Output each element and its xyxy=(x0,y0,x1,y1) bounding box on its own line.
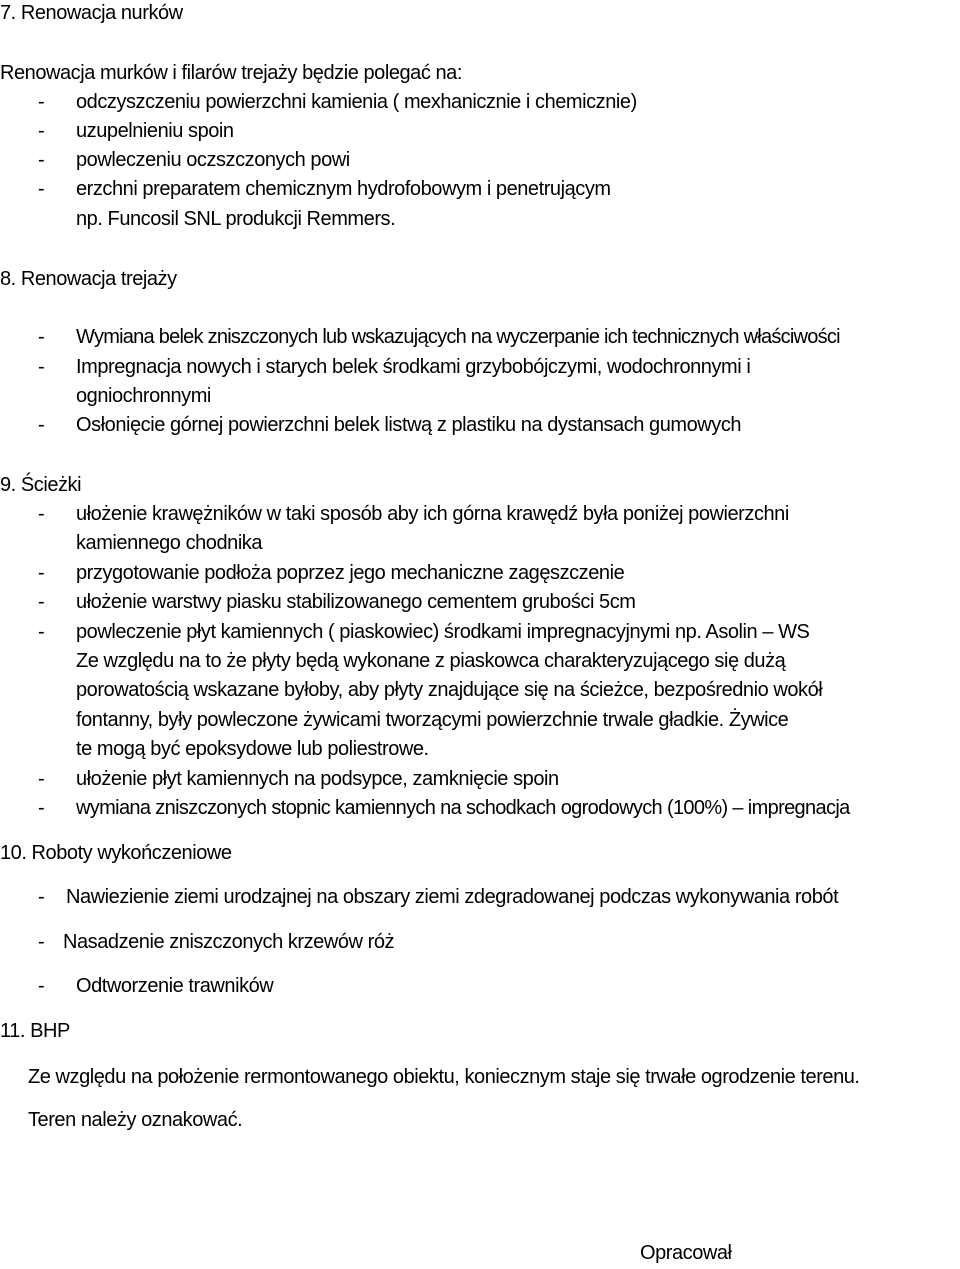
dash-bullet: - xyxy=(38,621,45,643)
list-item-text: powleczeniu oczszczonych powi xyxy=(76,149,350,171)
dash-bullet: - xyxy=(38,797,45,819)
list-item-text: erzchni preparatem chemicznym hydrofobowym i penetrującym xyxy=(76,178,611,200)
section-9-heading: 9. Ścieżki xyxy=(0,474,82,496)
list-item-continuation: kamiennego chodnika xyxy=(76,532,263,554)
list-item-text: uzupelnieniu spoin xyxy=(76,120,234,142)
paragraph: Teren należy oznakować. xyxy=(28,1109,243,1131)
section-7-heading: 7. Renowacja nurków xyxy=(0,2,183,24)
list-item-continuation: ogniochronnymi xyxy=(76,385,211,407)
dash-bullet: - xyxy=(38,326,45,348)
list-item-text: Nawiezienie ziemi urodzajnej na obszary ziemi zdegradowanej podczas wykonywania robót xyxy=(66,886,839,908)
list-item-continuation: porowatością wskazane byłoby, aby płyty znajdujące się na ścieżce, bezpośrednio wokół xyxy=(76,679,823,701)
dash-bullet: - xyxy=(38,886,45,908)
dash-bullet: - xyxy=(38,120,45,142)
section-7-intro: Renowacja murków i filarów trejaży będzie polegać na: xyxy=(0,62,462,84)
list-item-text: wymiana zniszczonych stopnic kamiennych na schodkach ogrodowych (100%) – impregnacja xyxy=(76,797,850,819)
dash-bullet: - xyxy=(38,562,45,584)
list-item-text: ułożenie płyt kamiennych na podsypce, zamknięcie spoin xyxy=(76,768,559,790)
dash-bullet: - xyxy=(38,591,45,613)
list-item-text: przygotowanie podłoża poprzez jego mechaniczne zagęszczenie xyxy=(76,562,625,584)
list-item-text: Wymiana belek zniszczonych lub wskazujących na wyczerpanie ich technicznych właściwości xyxy=(76,326,840,348)
dash-bullet: - xyxy=(38,975,45,997)
list-item-text: ułożenie krawężników w taki sposób aby ich górna krawędź była poniżej powierzchni xyxy=(76,503,789,525)
section-8-heading: 8. Renowacja trejaży xyxy=(0,268,177,290)
dash-bullet: - xyxy=(38,503,45,525)
list-item-continuation: np. Funcosil SNL produkcji Remmers. xyxy=(76,208,396,230)
paragraph: Ze względu na położenie rermontowanego obiektu, koniecznym staje się trwałe ogrodzenie terenu. xyxy=(28,1066,860,1088)
list-item-continuation: Ze względu na to że płyty będą wykonane z piaskowca charakteryzującego się dużą xyxy=(76,650,786,672)
list-item-continuation: te mogą być epoksydowe lub poliestrowe. xyxy=(76,738,429,760)
dash-bullet: - xyxy=(38,414,45,436)
list-item-text: Nasadzenie zniszczonych krzewów róż xyxy=(63,931,395,953)
list-item-text: Impregnacja nowych i starych belek środkami grzybobójczymi, wodochronnymi i xyxy=(76,356,751,378)
dash-bullet: - xyxy=(38,178,45,200)
list-item-text: powleczenie płyt kamiennych ( piaskowiec) środkami impregnacyjnymi np. Asolin – WS xyxy=(76,621,810,643)
dash-bullet: - xyxy=(38,931,45,953)
list-item-text: Osłonięcie górnej powierzchni belek listwą z plastiku na dystansach gumowych xyxy=(76,414,742,436)
dash-bullet: - xyxy=(38,149,45,171)
list-item-text: odczyszczeniu powierzchni kamienia ( mexhanicznie i chemicznie) xyxy=(76,91,637,113)
list-item-text: ułożenie warstwy piasku stabilizowanego cementem grubości 5cm xyxy=(76,591,636,613)
dash-bullet: - xyxy=(38,356,45,378)
list-item-text: Odtworzenie trawników xyxy=(76,975,274,997)
list-item-continuation: fontanny, były powleczone żywicami tworzącymi powierzchnie trwale gładkie. Żywice xyxy=(76,709,789,731)
section-10-heading: 10. Roboty wykończeniowe xyxy=(0,842,232,864)
signature-label: Opracował xyxy=(640,1242,732,1264)
section-11-heading: 11. BHP xyxy=(0,1020,70,1042)
dash-bullet: - xyxy=(38,91,45,113)
dash-bullet: - xyxy=(38,768,45,790)
